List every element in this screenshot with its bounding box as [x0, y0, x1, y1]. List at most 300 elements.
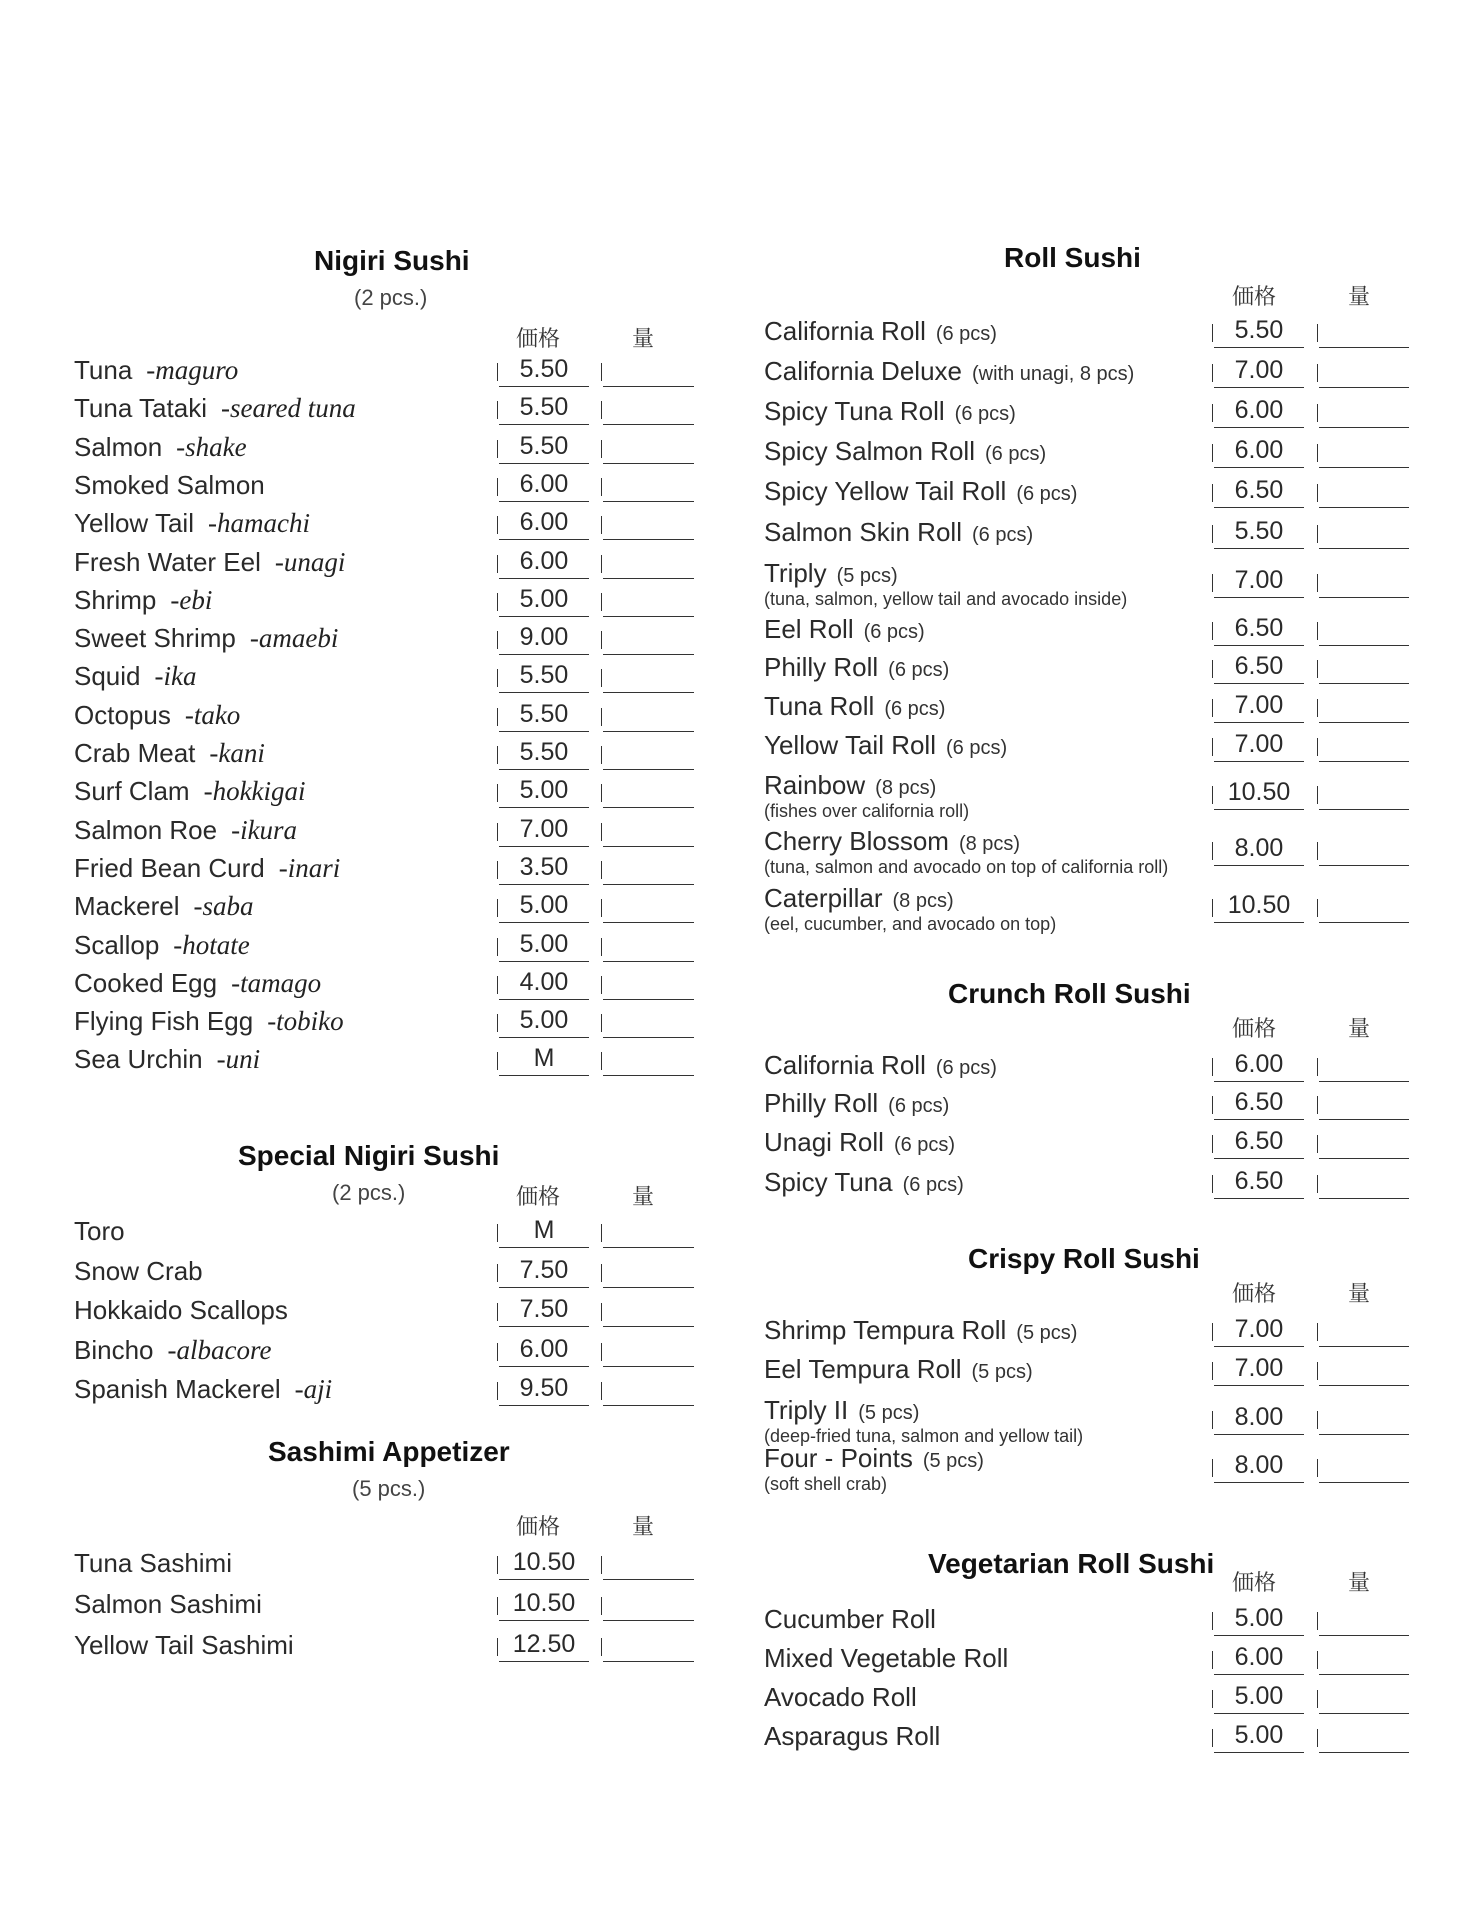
quantity-field[interactable]: [1319, 834, 1409, 866]
item-name: [74, 393, 356, 424]
quantity-field[interactable]: [603, 1589, 694, 1621]
quantity-field[interactable]: [603, 1630, 694, 1662]
item-name-text: Yellow Tail Sashimi: [74, 1630, 294, 1660]
item-price: 10.50: [499, 1589, 589, 1621]
item-name-text: Sea Urchin: [74, 1044, 203, 1075]
quantity-field[interactable]: [1319, 396, 1409, 428]
item-pieces: (6 pcs): [888, 659, 950, 681]
item-pieces: (8 pcs): [958, 833, 1021, 855]
item-price: 8.00: [1214, 834, 1304, 866]
item-price: 12.50: [499, 1630, 589, 1662]
item-name: [74, 355, 238, 386]
item-name-text: Octopus: [74, 699, 171, 730]
item-price: 6.50: [1214, 652, 1304, 684]
item-price: 6.50: [1214, 1127, 1304, 1159]
item-name: [764, 517, 1033, 548]
item-name-text: California Deluxe: [764, 356, 962, 386]
item-name-text: Hokkaido Scallops: [74, 1295, 288, 1325]
item-price: 5.50: [499, 661, 589, 693]
item-name-text: Fried Bean Curd: [74, 852, 265, 883]
item-name: [764, 476, 1077, 507]
item-name: [74, 1548, 232, 1579]
menu-item-row: [74, 891, 694, 925]
menu-item-row: [74, 547, 694, 581]
item-name-text: Bincho: [74, 1334, 154, 1365]
item-name-text: Yellow Tail: [74, 508, 194, 539]
item-name-text: Salmon Sashimi: [74, 1589, 262, 1619]
item-japanese-name: -albacore: [167, 1334, 272, 1365]
section-title: Vegetarian Roll Sushi: [928, 1548, 1215, 1579]
section-title: Roll Sushi: [1004, 242, 1141, 273]
item-description: (deep-fried tuna, salmon and yellow tail): [764, 1426, 1084, 1446]
item-name: [74, 623, 338, 654]
menu-item-row: [764, 356, 1424, 390]
quantity-field[interactable]: [603, 1374, 694, 1406]
item-name: [74, 1295, 288, 1326]
item-price: M: [499, 1044, 589, 1076]
quantity-field[interactable]: [603, 585, 694, 617]
item-name: [74, 1589, 262, 1620]
item-japanese-name: -aji: [294, 1374, 333, 1404]
item-pieces: (6 pcs): [984, 443, 1047, 465]
quantity-field[interactable]: [603, 661, 694, 693]
item-name: [74, 1374, 332, 1405]
item-japanese-name: -shake: [176, 431, 247, 462]
section-crunch: [764, 978, 1424, 1218]
item-name: [74, 508, 310, 539]
item-name-text: Spicy Salmon Roll: [764, 436, 975, 466]
menu-item-row: [764, 1643, 1424, 1677]
item-name: [764, 1395, 919, 1426]
item-pieces: (5 pcs): [922, 1450, 984, 1472]
item-name-text: Four - Points: [764, 1443, 913, 1473]
menu-item-row: [764, 1315, 1424, 1349]
item-name: [764, 652, 949, 683]
item-name: [74, 930, 250, 961]
quantity-field[interactable]: [1319, 1315, 1409, 1347]
item-price: 8.00: [1214, 1403, 1304, 1435]
item-name-text: Salmon: [74, 431, 163, 462]
item-description: (fishes over california roll): [764, 801, 970, 821]
quantity-field[interactable]: [1319, 436, 1409, 468]
item-price: 3.50: [499, 853, 589, 885]
price-header: 価格: [516, 1185, 561, 1210]
item-name: [74, 1006, 344, 1037]
item-name: [764, 1088, 949, 1119]
item-name-text: Cucumber Roll: [764, 1604, 936, 1634]
item-price: 7.00: [1214, 1354, 1304, 1386]
item-price: 9.00: [499, 623, 589, 655]
item-pieces: (with unagi, 8 pcs): [971, 363, 1135, 385]
item-name-text: Philly Roll: [764, 1088, 879, 1118]
price-header: 価格: [1232, 1282, 1277, 1307]
column-headers: [764, 1008, 1424, 1042]
item-name: [764, 1443, 984, 1474]
quantity-field[interactable]: [1319, 730, 1409, 762]
item-name: [764, 558, 898, 589]
item-price: 8.00: [1214, 1451, 1304, 1483]
column-headers: [764, 1562, 1424, 1596]
item-price: 7.00: [1214, 356, 1304, 388]
menu-item-row: [74, 470, 694, 504]
item-price: 10.50: [1214, 891, 1304, 923]
quantity-field[interactable]: [1319, 1050, 1409, 1082]
item-price: 5.00: [499, 585, 589, 617]
quantity-field[interactable]: [603, 1256, 694, 1288]
quantity-field[interactable]: [1319, 891, 1409, 923]
qty-header: 量: [632, 327, 655, 352]
menu-item-row: [764, 1127, 1424, 1161]
quantity-field[interactable]: [1319, 691, 1409, 723]
menu-item-row: [74, 661, 694, 695]
item-price: 10.50: [499, 1548, 589, 1580]
item-name: [764, 1643, 1008, 1674]
menu-item-row: [74, 968, 694, 1002]
item-price: 5.50: [499, 432, 589, 464]
quantity-field[interactable]: [603, 1006, 694, 1038]
section-crispy: [764, 1243, 1424, 1494]
item-name-text: Squid: [74, 661, 141, 692]
menu-item-row: [764, 883, 1424, 934]
quantity-field[interactable]: [603, 738, 694, 770]
item-name-text: Salmon Skin Roll: [764, 517, 962, 547]
item-name-text: Tuna Tataki: [74, 393, 207, 424]
quantity-field[interactable]: [1319, 1604, 1409, 1636]
item-name: [764, 826, 1020, 857]
menu-item-row: [764, 1604, 1424, 1638]
item-name-text: Flying Fish Egg: [74, 1006, 254, 1037]
quantity-field[interactable]: [603, 853, 694, 885]
item-name: [74, 891, 253, 922]
quantity-field[interactable]: [1319, 1721, 1409, 1753]
menu-item-row: [74, 432, 694, 466]
menu-item-row: [764, 1443, 1424, 1494]
quantity-field[interactable]: [1319, 1354, 1409, 1386]
quantity-field[interactable]: [1319, 1682, 1409, 1714]
menu-item-row: [764, 1088, 1424, 1122]
quantity-field[interactable]: [1319, 1167, 1409, 1199]
item-price: 5.00: [499, 930, 589, 962]
menu-item-row: [74, 815, 694, 849]
item-name: [74, 1216, 125, 1247]
item-pieces: (6 pcs): [935, 1057, 997, 1079]
menu-item-row: [764, 1682, 1424, 1716]
quantity-field[interactable]: [603, 815, 694, 847]
item-name: [764, 1604, 936, 1635]
item-price: 5.50: [499, 738, 589, 770]
item-japanese-name: -unagi: [274, 546, 346, 577]
item-name-text: Caterpillar: [764, 883, 883, 913]
item-pieces: (6 pcs): [954, 403, 1016, 425]
item-name-text: Tuna Roll: [764, 691, 875, 721]
menu-item-row: [74, 776, 694, 810]
menu-item-row: [764, 826, 1424, 877]
section-vegetarian: [764, 1548, 1424, 1788]
quantity-field[interactable]: [603, 547, 694, 579]
quantity-field[interactable]: [1319, 778, 1409, 810]
item-name-text: Crab Meat: [74, 738, 196, 768]
quantity-field[interactable]: [603, 891, 694, 923]
item-name-text: Smoked Salmon: [74, 469, 265, 500]
quantity-field[interactable]: [603, 1044, 694, 1076]
item-pieces: (6 pcs): [945, 737, 1008, 759]
item-name: [764, 1721, 940, 1752]
item-name: [74, 853, 340, 884]
item-price: 7.00: [1214, 691, 1304, 723]
item-name: [74, 470, 265, 501]
item-name-text: Triply II: [764, 1395, 849, 1425]
quantity-field[interactable]: [1319, 1451, 1409, 1483]
item-name-text: Triply: [764, 558, 827, 588]
item-japanese-name: -ebi: [170, 584, 213, 615]
item-japanese-name: -uni: [216, 1044, 261, 1075]
menu-item-row: [764, 558, 1424, 609]
section-nigiri: [74, 240, 694, 1080]
item-name-text: Tuna Sashimi: [74, 1548, 232, 1578]
menu-item-row: [74, 853, 694, 887]
item-price: 10.50: [1214, 778, 1304, 810]
item-name-text: Toro: [74, 1216, 125, 1246]
item-description: (soft shell crab): [764, 1474, 888, 1494]
qty-header: 量: [1348, 1282, 1371, 1307]
menu-item-row: [764, 1395, 1424, 1446]
item-price: 7.50: [499, 1295, 589, 1327]
item-name-text: Spicy Tuna Roll: [764, 396, 945, 426]
quantity-field[interactable]: [1319, 356, 1409, 388]
item-japanese-name: -hotate: [173, 929, 250, 960]
item-price: 7.00: [1214, 730, 1304, 762]
item-name-text: Cooked Egg: [74, 967, 218, 998]
item-name-text: California Roll: [764, 316, 926, 346]
item-name: [764, 691, 945, 722]
menu-item-row: [764, 517, 1424, 551]
menu-item-row: [74, 930, 694, 964]
item-pieces: (6 pcs): [893, 1134, 956, 1156]
item-japanese-name: -ika: [154, 661, 197, 692]
quantity-field[interactable]: [603, 508, 694, 540]
item-price: 6.00: [1214, 436, 1304, 468]
quantity-field[interactable]: [603, 700, 694, 732]
menu-item-row: [764, 691, 1424, 725]
item-japanese-name: -kani: [209, 738, 265, 768]
section-title: Crunch Roll Sushi: [948, 978, 1191, 1009]
item-name-text: Shrimp Tempura Roll: [764, 1315, 1007, 1345]
item-japanese-name: -tamago: [231, 967, 322, 998]
item-name: [74, 547, 345, 578]
item-japanese-name: -saba: [193, 891, 254, 922]
section-subtitle: (2 pcs.): [354, 285, 428, 310]
item-name: [764, 316, 997, 347]
menu-item-row: [74, 1006, 694, 1040]
item-price: 5.00: [499, 891, 589, 923]
qty-header: 量: [1348, 285, 1371, 310]
item-pieces: (5 pcs): [836, 565, 898, 587]
menu-item-row: [74, 1630, 694, 1664]
item-price: 6.00: [499, 508, 589, 540]
item-price: 6.00: [499, 547, 589, 579]
item-name: [74, 776, 306, 807]
item-name-text: Yellow Tail Roll: [764, 730, 936, 760]
quantity-field[interactable]: [1319, 1127, 1409, 1159]
item-pieces: (6 pcs): [1016, 483, 1078, 505]
quantity-field[interactable]: [603, 393, 694, 425]
item-name: [74, 661, 196, 692]
quantity-field[interactable]: [1319, 476, 1409, 508]
section-sashimi: [74, 1436, 694, 1666]
quantity-field[interactable]: [603, 470, 694, 502]
quantity-field[interactable]: [1319, 1088, 1409, 1120]
menu-item-row: [74, 508, 694, 542]
item-japanese-name: -tako: [184, 699, 241, 730]
item-price: 5.00: [1214, 1721, 1304, 1753]
quantity-field[interactable]: [1319, 316, 1409, 348]
menu-item-row: [764, 730, 1424, 764]
menu-item-row: [74, 738, 694, 772]
item-price: M: [499, 1216, 589, 1248]
quantity-field[interactable]: [1319, 652, 1409, 684]
item-name: [764, 1354, 1033, 1385]
item-name-text: Tuna: [74, 355, 133, 385]
item-price: 7.00: [1214, 1315, 1304, 1347]
item-description: (tuna, salmon, yellow tail and avocado inside): [764, 589, 1128, 609]
item-japanese-name: -hokkigai: [203, 776, 306, 807]
price-header: 価格: [1232, 1017, 1277, 1042]
item-price: 9.50: [499, 1374, 589, 1406]
menu-item-row: [74, 1295, 694, 1329]
quantity-field[interactable]: [603, 355, 694, 387]
item-name-text: Scallop: [74, 929, 160, 960]
item-price: 6.50: [1214, 614, 1304, 646]
price-header: 価格: [1232, 285, 1277, 310]
item-name: [74, 1044, 260, 1075]
item-name-text: California Roll: [764, 1050, 926, 1080]
item-name-text: Sweet Shrimp: [74, 623, 236, 654]
quantity-field[interactable]: [1319, 566, 1409, 598]
quantity-field[interactable]: [1319, 517, 1409, 549]
item-name: [764, 1050, 997, 1081]
column-headers: [764, 276, 1424, 310]
menu-item-row: [764, 396, 1424, 430]
item-name-text: Spicy Tuna: [764, 1167, 893, 1197]
item-price: 5.50: [499, 700, 589, 732]
item-name-text: Spanish Mackerel: [74, 1374, 281, 1404]
section-title: Special Nigiri Sushi: [238, 1140, 500, 1171]
menu-item-row: [764, 1354, 1424, 1388]
column-headers: [74, 318, 694, 352]
menu-item-row: [74, 1256, 694, 1290]
item-price: 5.00: [499, 776, 589, 808]
item-price: 7.50: [499, 1256, 589, 1288]
item-name: [764, 1127, 955, 1158]
item-pieces: (5 pcs): [1016, 1322, 1078, 1344]
item-pieces: (6 pcs): [935, 323, 997, 345]
item-price: 5.50: [1214, 316, 1304, 348]
menu-item-row: [74, 1589, 694, 1623]
item-name: [74, 1630, 294, 1661]
item-name: [764, 356, 1134, 387]
item-pieces: (6 pcs): [888, 1095, 950, 1117]
item-name-text: Asparagus Roll: [764, 1721, 941, 1751]
item-pieces: (8 pcs): [875, 777, 937, 799]
item-name: [74, 968, 321, 999]
item-name: [74, 815, 297, 846]
item-price: 5.50: [499, 393, 589, 425]
item-japanese-name: -seared tuna: [220, 393, 356, 424]
quantity-field[interactable]: [603, 1335, 694, 1367]
item-price: 6.50: [1214, 1167, 1304, 1199]
quantity-field[interactable]: [1319, 614, 1409, 646]
item-name-text: Rainbow: [764, 770, 866, 800]
item-pieces: (6 pcs): [971, 524, 1034, 546]
quantity-field[interactable]: [603, 1548, 694, 1580]
item-description: (eel, cucumber, and avocado on top): [764, 914, 1057, 934]
item-name: [764, 1167, 964, 1198]
item-name-text: Philly Roll: [764, 652, 879, 682]
item-price: 5.00: [1214, 1604, 1304, 1636]
item-name-text: Spicy Yellow Tail Roll: [764, 476, 1007, 506]
item-name: [74, 585, 212, 616]
menu-item-row: [74, 393, 694, 427]
section-subtitle: (5 pcs.): [352, 1476, 426, 1501]
item-name-text: Avocado Roll: [764, 1682, 917, 1712]
item-price: 7.00: [1214, 566, 1304, 598]
quantity-field[interactable]: [1319, 1643, 1409, 1675]
item-name: [764, 730, 1007, 761]
quantity-field[interactable]: [603, 968, 694, 1000]
section-title: Nigiri Sushi: [314, 245, 470, 276]
quantity-field[interactable]: [1319, 1403, 1409, 1435]
section-roll: [764, 240, 1424, 940]
item-name-text: Eel Roll: [764, 614, 854, 644]
menu-item-row: [764, 476, 1424, 510]
item-name-text: Cherry Blossom: [764, 826, 949, 856]
item-price: 6.00: [1214, 1050, 1304, 1082]
item-japanese-name: -ikura: [231, 814, 298, 845]
item-name-text: Salmon Roe: [74, 814, 218, 845]
item-price: 6.50: [1214, 476, 1304, 508]
quantity-field[interactable]: [603, 432, 694, 464]
item-japanese-name: -tobiko: [267, 1006, 344, 1037]
qty-header: 量: [1348, 1571, 1371, 1596]
item-name-text: Unagi Roll: [764, 1127, 884, 1157]
item-pieces: (5 pcs): [971, 1361, 1033, 1383]
item-pieces: (8 pcs): [892, 890, 954, 912]
quantity-field[interactable]: [603, 776, 694, 808]
item-price: 6.00: [499, 470, 589, 502]
menu-item-row: [764, 770, 1424, 821]
item-name-text: Mixed Vegetable Roll: [764, 1643, 1009, 1673]
item-price: 5.00: [499, 1006, 589, 1038]
quantity-field[interactable]: [603, 623, 694, 655]
menu-item-row: [74, 585, 694, 619]
quantity-field[interactable]: [603, 930, 694, 962]
qty-header: 量: [632, 1515, 655, 1540]
quantity-field[interactable]: [603, 1216, 694, 1248]
quantity-field[interactable]: [603, 1295, 694, 1327]
menu-item-row: [764, 1721, 1424, 1755]
section-title: Sashimi Appetizer: [268, 1436, 510, 1467]
qty-header: 量: [632, 1185, 655, 1210]
item-pieces: (6 pcs): [884, 698, 946, 720]
item-japanese-name: -inari: [278, 852, 341, 883]
item-japanese-name: -amaebi: [249, 623, 339, 654]
item-name: [74, 432, 247, 463]
qty-header: 量: [1348, 1017, 1371, 1042]
item-name: [764, 396, 1016, 427]
menu-item-row: [74, 700, 694, 734]
item-name-text: Mackerel: [74, 891, 180, 922]
column-headers: [74, 1506, 694, 1540]
